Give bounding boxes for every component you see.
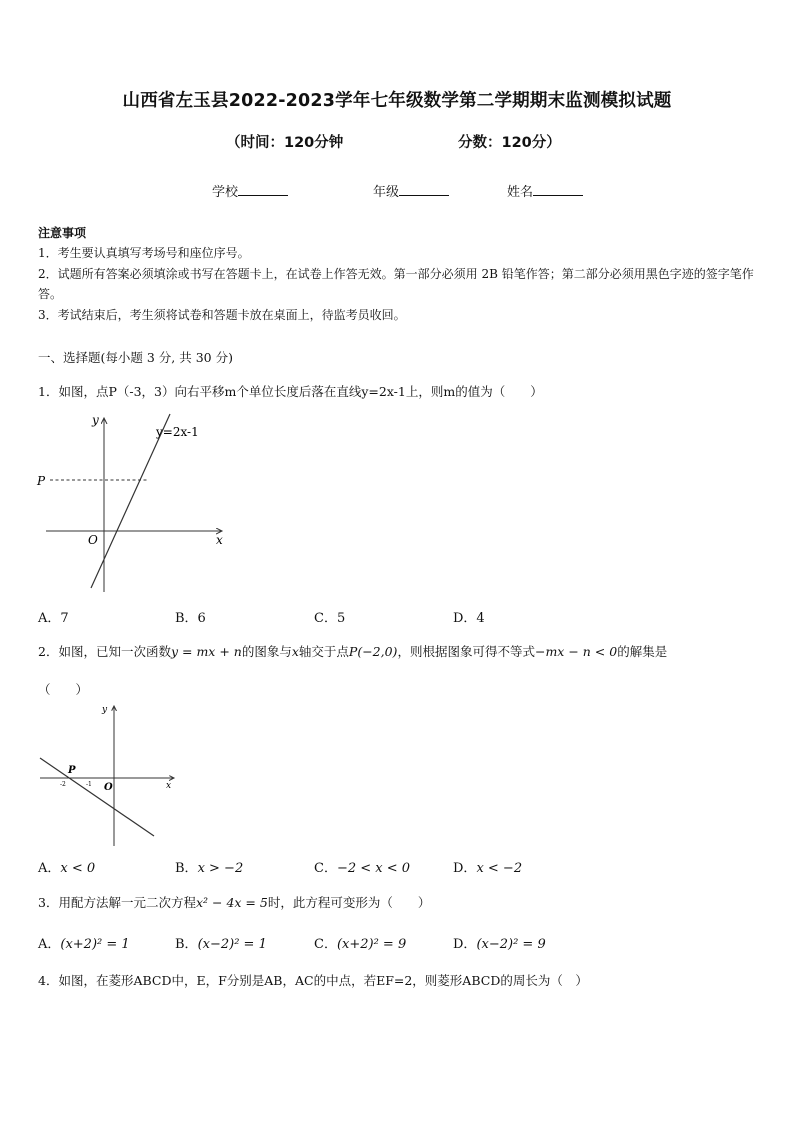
- q2-option-a: [38, 857, 95, 876]
- name-field: [507, 181, 583, 200]
- q2-tick-minus1: -1: [86, 781, 92, 788]
- school-label: 学校: [212, 185, 239, 200]
- q3-option-c-expr: (x+2)² = 9: [336, 937, 407, 952]
- grade-blank: [399, 183, 449, 196]
- q3-option-d-expr: (x−2)² = 9: [476, 937, 546, 952]
- q2-y-label: y: [102, 705, 108, 715]
- q3-option-b: [175, 933, 267, 952]
- q4-stem: 4．如图，在菱形ABCD中，E，F分别是AB，AC的中点，若EF=2，则菱形ABCD的周长为（ ）: [38, 973, 588, 988]
- q2-paren: （ ）: [38, 682, 89, 697]
- q1-origin: O: [88, 533, 98, 547]
- q3-option-c: [314, 933, 406, 952]
- q2-option-d: [453, 857, 522, 876]
- q2-option-c-expr: −2 < x < 0: [336, 861, 411, 876]
- school-blank: [238, 183, 288, 196]
- q2-origin: O: [104, 782, 113, 793]
- q2-stem-part: 的图象与: [241, 644, 292, 659]
- q1-option-c: C．5: [314, 611, 346, 626]
- q1-stem: 1．如图，点P（-3，3）向右平移m个单位长度后落在直线y=2x-1上，则m的值为（ ）: [38, 384, 543, 399]
- q3-option-d: [453, 933, 546, 952]
- q2-option-d-label: D．: [453, 861, 477, 876]
- q3-option-a-expr: (x+2)² = 1: [60, 937, 130, 952]
- q2-option-b: [175, 857, 243, 876]
- q2-option-b-label: B．: [175, 861, 198, 876]
- notice-item-2: 2．试题所有答案必须填涂或书写在答题卡上，在试卷上作答无效。第一部分必须用 2B 铅笔作答；第二部分必须用黑色字迹的签字笔作答。: [38, 267, 754, 301]
- q2-line: [40, 758, 154, 836]
- notice-item-3: 3．考试结束后，考生须将试卷和答题卡放在桌面上，待监考员收回。: [38, 308, 406, 322]
- q2-x-label: x: [166, 781, 172, 791]
- q2-option-a-expr: x < 0: [60, 861, 96, 876]
- q2-stem: [38, 642, 667, 660]
- q1-option-a: A．7: [38, 611, 69, 626]
- q2-option-b-expr: x > −2: [197, 861, 244, 876]
- q1-y-label: y: [92, 413, 99, 427]
- exam-title: 山西省左玉县2022-2023学年七年级数学第二学期期末监测模拟试题: [122, 91, 672, 111]
- q1-line: [91, 414, 170, 588]
- q3-stem: [38, 893, 430, 911]
- notice-heading: 注意事项: [38, 226, 87, 240]
- q2-axis: x: [291, 644, 299, 659]
- q1-point-label: P: [37, 474, 46, 488]
- q3-stem-part: 3．用配方法解一元二次方程: [38, 895, 196, 910]
- q2-stem-part: 轴交于点: [298, 644, 349, 659]
- q3-stem-part: 时，此方程可变形为（ ）: [267, 895, 431, 910]
- q2-equation: y = mx + n: [170, 644, 242, 659]
- q2-option-c: [314, 857, 410, 876]
- q1-graph: [36, 410, 236, 596]
- q1-option-d: D．4: [453, 611, 485, 626]
- q1-x-label: x: [216, 533, 223, 547]
- q2-tick-minus2: -2: [60, 781, 66, 788]
- q3-option-a: [38, 933, 130, 952]
- exam-time: （时间：120分钟: [226, 135, 344, 151]
- q2-graph: [36, 702, 178, 848]
- q3-equation: x² − 4x = 5: [195, 895, 268, 910]
- q2-stem-part: 的解集是: [617, 644, 668, 659]
- q3-option-c-label: C．: [314, 937, 337, 952]
- q2-option-a-label: A．: [38, 861, 61, 876]
- q2-option-c-label: C．: [314, 861, 337, 876]
- q2-stem-part: 2．如图，已知一次函数: [38, 644, 171, 659]
- q2-point: P(−2,0): [348, 644, 398, 659]
- notice-item-1: 1．考生要认真填写考场号和座位序号。: [38, 246, 250, 260]
- exam-score: 分数：120分）: [458, 135, 561, 151]
- q2-option-d-expr: x < −2: [476, 861, 523, 876]
- name-label: 姓名: [507, 185, 534, 200]
- grade-field: [373, 181, 449, 200]
- q2-stem-part: ，则根据图象可得不等式: [397, 644, 535, 659]
- grade-label: 年级: [373, 185, 400, 200]
- q3-option-d-label: D．: [453, 937, 477, 952]
- section-heading: 一、选择题(每小题 3 分, 共 30 分): [38, 350, 233, 365]
- q1-option-b: B．6: [175, 611, 206, 626]
- q2-inequality: −mx − n < 0: [534, 644, 618, 659]
- q3-option-b-label: B．: [175, 937, 198, 952]
- q1-line-label: y=2x-1: [156, 425, 199, 439]
- school-field: [212, 181, 288, 200]
- q2-point-label: P: [68, 765, 76, 776]
- q3-option-b-expr: (x−2)² = 1: [197, 937, 267, 952]
- q3-option-a-label: A．: [38, 937, 61, 952]
- name-blank: [533, 183, 583, 196]
